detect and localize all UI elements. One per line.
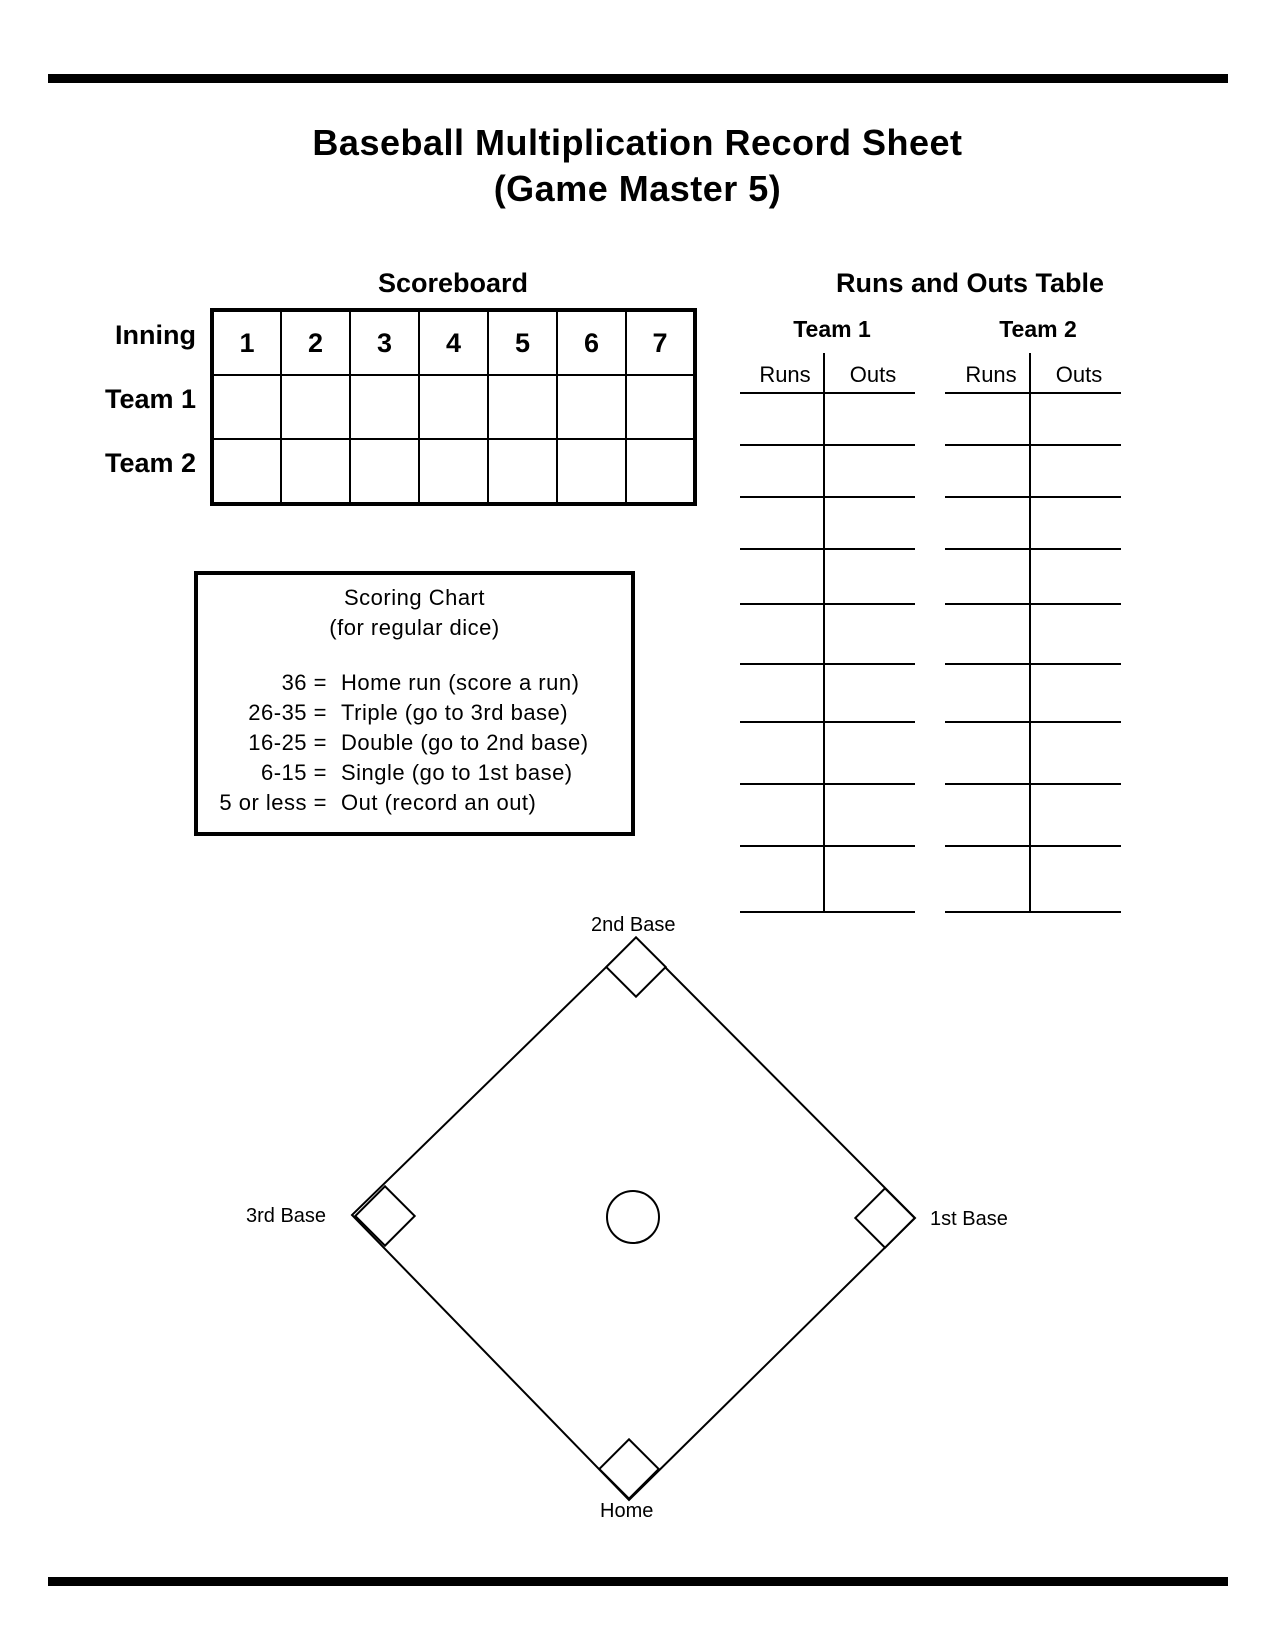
inning-2: 2 — [281, 310, 350, 375]
runs-outs-team2-heading: Team 2 — [999, 316, 1077, 342]
scoring-result: Home run (score a run) — [341, 670, 580, 695]
scoring-result: Single (go to 1st base) — [341, 760, 573, 785]
inning-4: 4 — [419, 310, 488, 375]
scoring-chart-subtitle: (for regular dice) — [329, 615, 500, 640]
inning-7: 7 — [626, 310, 695, 375]
team1-row-lines — [740, 393, 915, 912]
first-base-label: 1st Base — [930, 1208, 1008, 1230]
team2-row-lines — [945, 393, 1121, 912]
scoring-range: 6-15 = — [261, 760, 327, 785]
scoreboard-caption: Scoreboard — [377, 268, 529, 298]
team2-row-label: Team 2 — [104, 448, 196, 478]
pitchers-mound — [607, 1191, 659, 1243]
second-base-label: 2nd Base — [591, 914, 676, 936]
scoring-range: 26-35 = — [248, 700, 327, 725]
runs-outs-title: Runs and Outs Table — [835, 268, 1105, 298]
team1-row-label: Team 1 — [104, 384, 196, 414]
scoring-result: Out (record an out) — [341, 790, 537, 815]
inning-5: 5 — [488, 310, 557, 375]
inning-3: 3 — [350, 310, 419, 375]
inning-label: Inning — [115, 320, 196, 350]
scoring-range: 16-25 = — [248, 730, 327, 755]
title-line-2: (Game Master 5) — [493, 168, 782, 209]
scoring-chart-title: Scoring Chart — [343, 585, 485, 610]
inning-6: 6 — [557, 310, 626, 375]
scoring-range: 5 or less = — [219, 790, 327, 815]
scoring-range: 36 = — [281, 670, 327, 695]
scoring-result: Triple (go to 3rd base) — [341, 700, 569, 725]
inning-1: 1 — [212, 310, 281, 375]
bottom-rule — [48, 1577, 1228, 1586]
team1-runs-header: Runs — [759, 362, 811, 387]
scoring-result: Double (go to 2nd base) — [341, 730, 589, 755]
title-line-1: Baseball Multiplication Record Sheet — [312, 122, 963, 163]
team2-runs-header: Runs — [965, 362, 1017, 387]
runs-outs-team1-heading: Team 1 — [793, 316, 871, 342]
home-label: Home — [600, 1500, 654, 1522]
third-base-label: 3rd Base — [246, 1205, 327, 1227]
team2-outs-header: Outs — [1055, 362, 1103, 387]
team1-outs-header: Outs — [849, 362, 897, 387]
